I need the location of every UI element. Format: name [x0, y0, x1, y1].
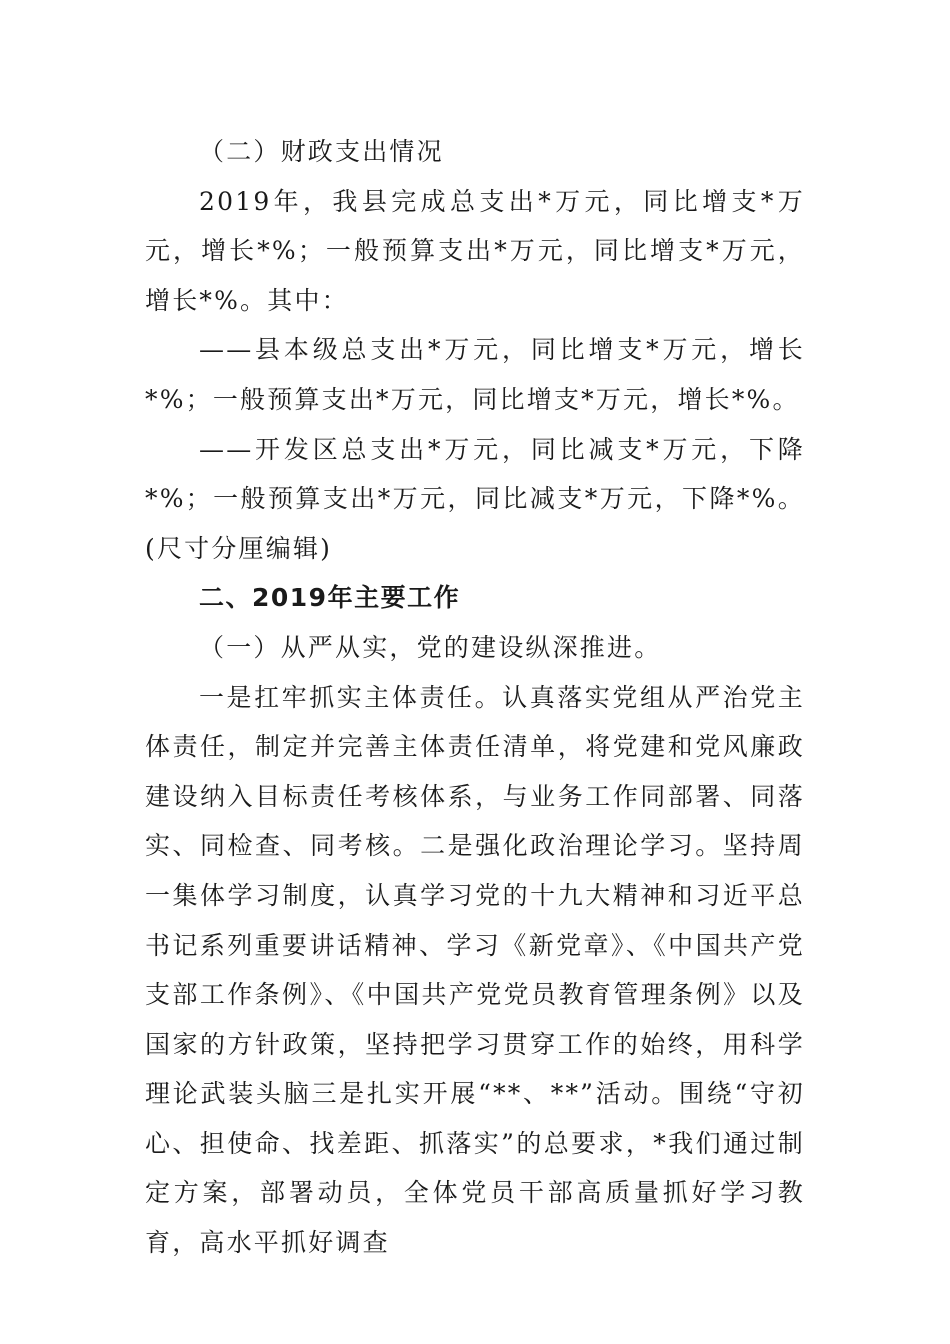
paragraph-development-zone: ——开发区总支出*万元，同比减支*万元，下降*%；一般预算支出*万元，同比减支*万元，下降*%。(尺寸分厘编辑) — [145, 434, 805, 563]
section-financial-expenditure-title: （二）财政支出情况 — [199, 137, 444, 166]
document-page — [145, 127, 805, 1268]
paragraph-county-level: ——县本级总支出*万元，同比增支*万元，增长*%；一般预算支出*万元，同比增支*万元，增长*%。 — [145, 335, 805, 414]
subheading-party-building: （一）从严从实，党的建设纵深推进。 — [199, 632, 662, 662]
paragraph-total-expenditure: 2019年，我县完成总支出*万元，同比增支*万元，增长*%；一般预算支出*万元，同比增支*万元，增长*%。其中： — [145, 186, 805, 315]
paragraph-party-building: 一是扛牢抓实主体责任。认真落实党组从严治党主体责任，制定并完善主体责任清单，将党建和党风廉政建设纳入目标责任考核体系，与业务工作同部署、同落实、同检查、同考核。二是强化政治理论学习。坚持周一集体学习制度，认真学习党的十九大精神和习近平总书记系列重要讲话精神、学习《新党章》、《中国共产党支部工作条例》、《中国共产党党员教育管理条例》以及国家的方针政策，坚持把学习贯穿工作的始终，用科学理论武装头脑三是扎实开展“**、**”活动。围绕“守初心、担使命、找差距、抓落实”的总要求，*我们通过制定方案，部署动员，全体党员干部高质量抓好学习教育，高水平抓好调查 — [145, 682, 805, 1258]
heading-main-work: 二、2019年主要工作 — [199, 583, 461, 613]
